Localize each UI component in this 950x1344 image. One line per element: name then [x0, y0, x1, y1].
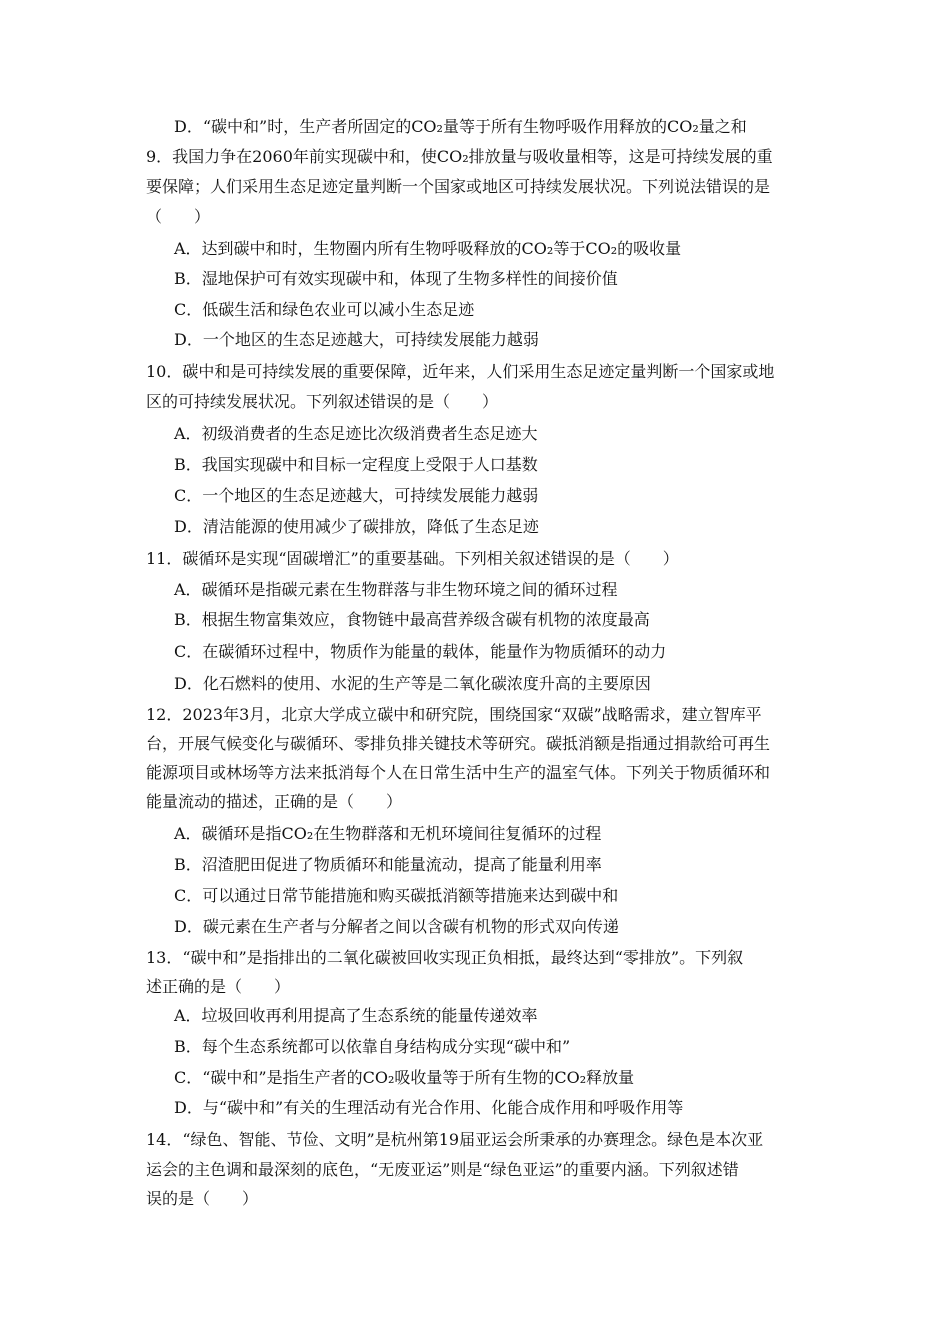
q12-stem-line-1: 12．2023年3月，北京大学成立碳中和研究院，围绕国家“双碳”战略需求，建立智库平 [146, 705, 762, 724]
q10-option-d: D．清洁能源的使用减少了碳排放，降低了生态足迹 [174, 517, 539, 536]
q9-option-c: C．低碳生活和绿色农业可以减小生态足迹 [174, 300, 475, 319]
q11-option-c: C．在碳循环过程中，物质作为能量的载体，能量作为物质循环的动力 [174, 642, 667, 661]
q10-option-c: C．一个地区的生态足迹越大，可持续发展能力越弱 [174, 486, 539, 505]
q12-stem-line-3: 能源项目或林场等方法来抵消每个人在日常生活中生产的温室气体。下列关于物质循环和 [146, 763, 771, 782]
q10-stem-line-1: 10．碳中和是可持续发展的重要保障，近年来，人们采用生态足迹定量判断一个国家或地 [146, 362, 775, 381]
q11-option-d: D．化石燃料的使用、水泥的生产等是二氧化碳浓度升高的主要原因 [174, 674, 651, 693]
q11-option-b: B．根据生物富集效应，食物链中最高营养级含碳有机物的浓度最高 [174, 610, 650, 629]
q9-stem-line-3: （ ） [146, 207, 211, 226]
q13-stem-line-2: 述正确的是（ ） [146, 977, 291, 996]
q12-option-b: B．沼渣肥田促进了物质循环和能量流动，提高了能量利用率 [174, 855, 602, 874]
q10-option-b: B．我国实现碳中和目标一定程度上受限于人口基数 [174, 455, 538, 474]
q13-option-b: B．每个生态系统都可以依靠自身结构成分实现“碳中和” [174, 1037, 571, 1056]
q11-stem-line-1: 11．碳循环是实现“固碳增汇”的重要基础。下列相关叙述错误的是（ ） [146, 549, 679, 568]
q13-option-d: D．与“碳中和”有关的生理活动有光合作用、化能合成作用和呼吸作用等 [174, 1098, 684, 1117]
q13-option-c: C．“碳中和”是指生产者的CO₂吸收量等于所有生物的CO₂释放量 [174, 1068, 635, 1087]
q13-stem-line-1: 13．“碳中和”是指排出的二氧化碳被回收实现正负相抵，最终达到“零排放”。下列叙 [146, 948, 744, 967]
q10-stem-line-2: 区的可持续发展状况。下列叙述错误的是（ ） [146, 392, 499, 411]
q14-stem-line-3: 误的是（ ） [146, 1189, 259, 1208]
q14-stem-line-2: 运会的主色调和最深刻的底色，“无废亚运”则是“绿色亚运”的重要内涵。下列叙述错 [146, 1160, 739, 1179]
q12-option-d: D．碳元素在生产者与分解者之间以含碳有机物的形式双向传递 [174, 917, 619, 936]
q13-option-a: A．垃圾回收再利用提高了生态系统的能量传递效率 [174, 1006, 538, 1025]
q12-option-a: A．碳循环是指CO₂在生物群落和无机环境间往复循环的过程 [174, 824, 602, 843]
q9-option-a: A．达到碳中和时，生物圈内所有生物呼吸释放的CO₂等于CO₂的吸收量 [174, 239, 682, 258]
q12-option-c: C．可以通过日常节能措施和购买碳抵消额等措施来达到碳中和 [174, 886, 619, 905]
q8-option-d: D．“碳中和”时，生产者所固定的CO₂量等于所有生物呼吸作用释放的CO₂量之和 [174, 117, 747, 136]
q9-stem-line-2: 要保障；人们采用生态足迹定量判断一个国家或地区可持续发展状况。下列说法错误的是 [146, 177, 771, 196]
q11-option-a: A．碳循环是指碳元素在生物群落与非生物环境之间的循环过程 [174, 580, 618, 599]
q10-option-a: A．初级消费者的生态足迹比次级消费者生态足迹大 [174, 424, 538, 443]
q12-stem-line-4: 能量流动的描述，正确的是（ ） [146, 792, 403, 811]
q9-option-d: D．一个地区的生态足迹越大，可持续发展能力越弱 [174, 330, 539, 349]
q9-option-b: B．湿地保护可有效实现碳中和，体现了生物多样性的间接价值 [174, 269, 618, 288]
q12-stem-line-2: 台，开展气候变化与碳循环、零排负排关键技术等研究。碳抵消额是指通过捐款给可再生 [146, 734, 771, 753]
q14-stem-line-1: 14．“绿色、智能、节俭、文明”是杭州第19届亚运会所秉承的办赛理念。绿色是本次亚 [146, 1130, 764, 1149]
q9-stem-line-1: 9．我国力争在2060年前实现碳中和，使CO₂排放量与吸收量相等，这是可持续发展的重 [146, 147, 773, 166]
